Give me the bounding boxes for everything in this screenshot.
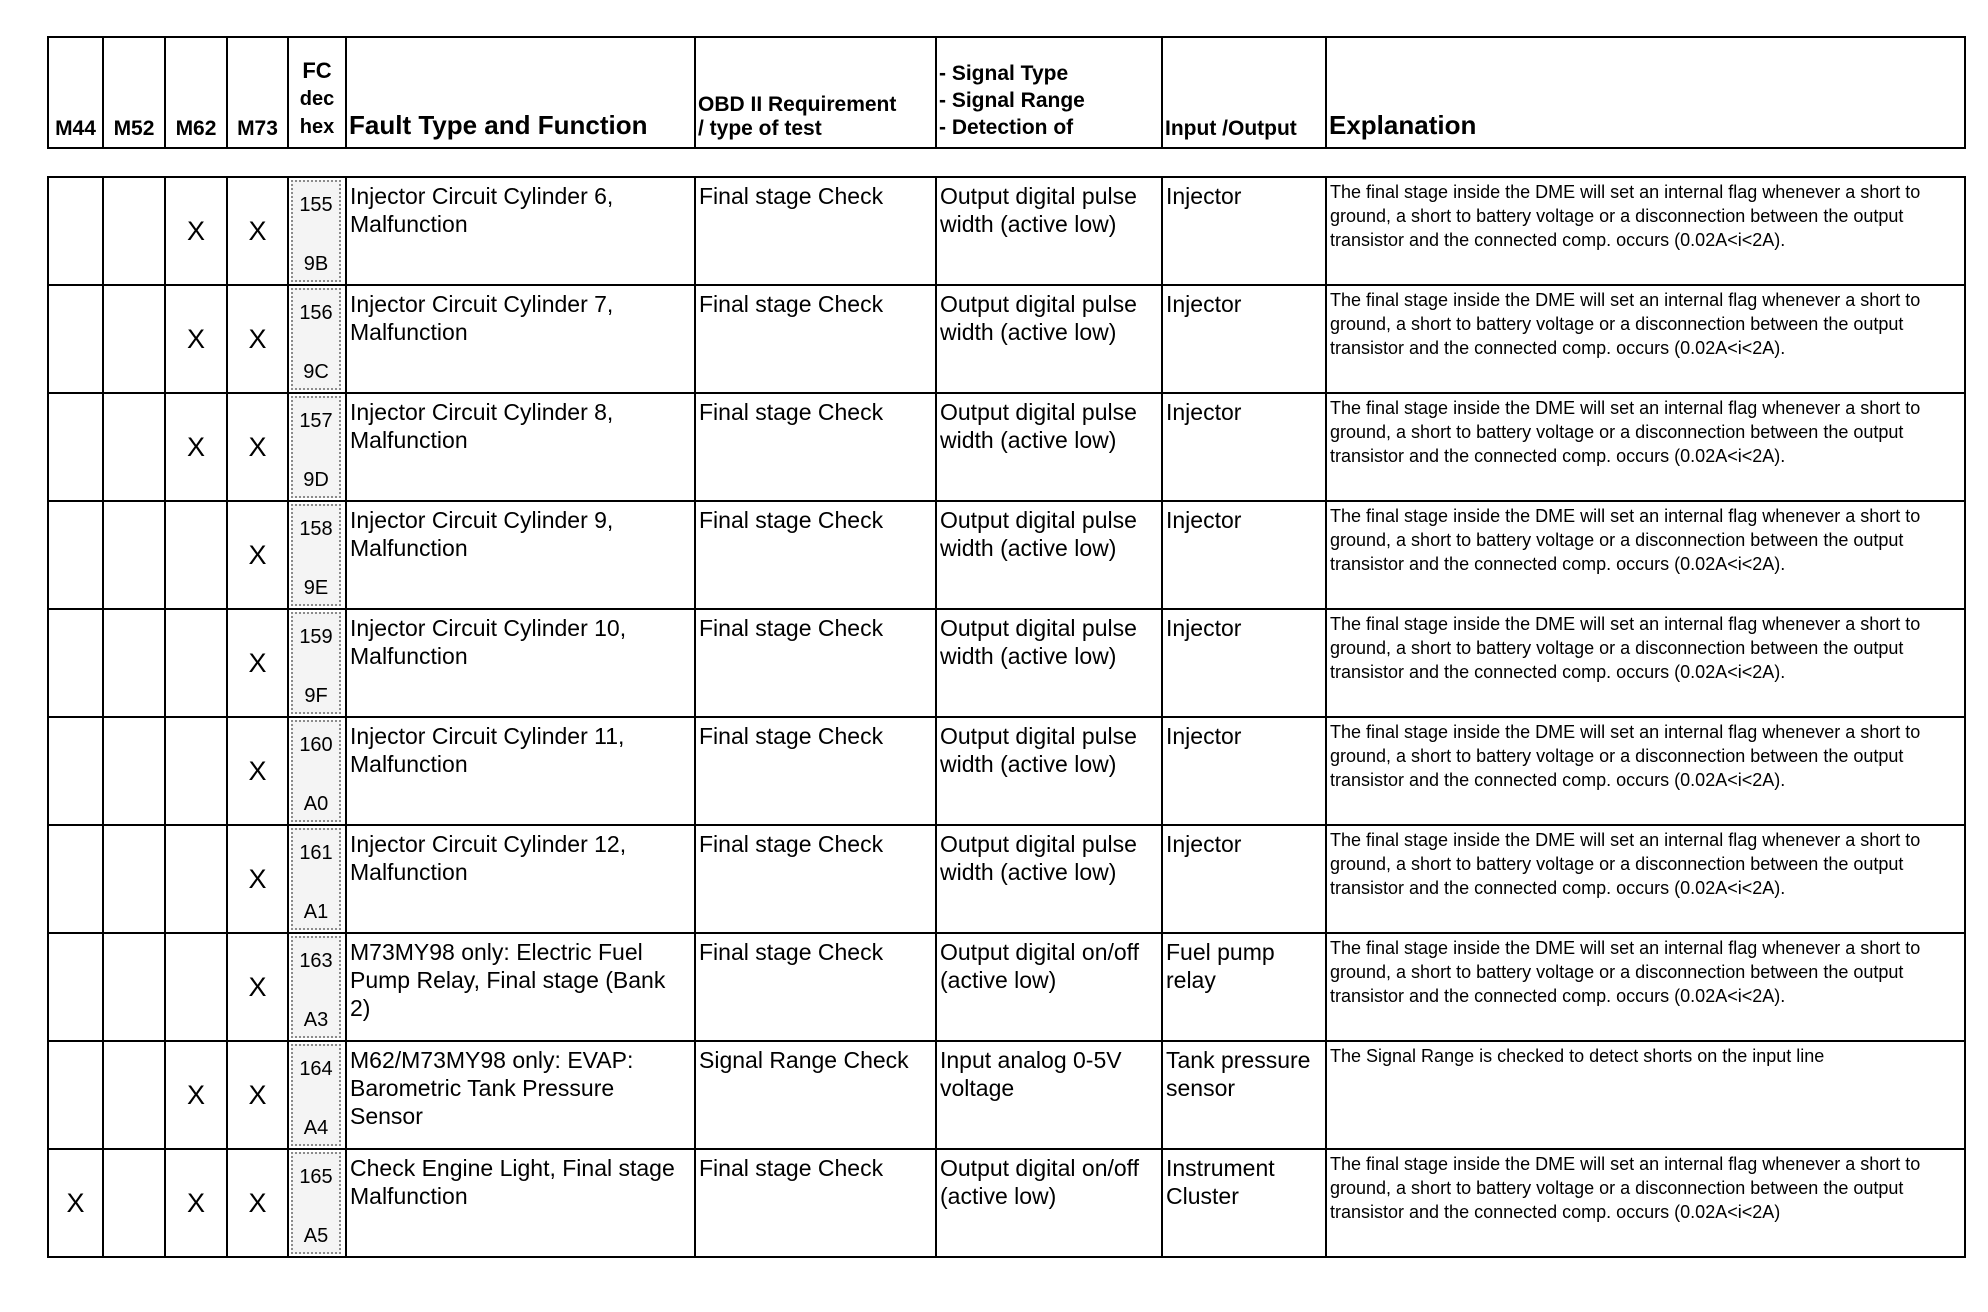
table-row [48, 1149, 1965, 1257]
m52-mark [103, 285, 165, 393]
obd-requirement-cell: Final stage Check [695, 285, 936, 393]
fault-code-dec: 165 [299, 1166, 333, 1188]
explanation-cell: The final stage inside the DME will set an internal flag whenever a short to ground, a short to battery voltage or a disconnection between the output transistor and the connected comp. occurs (0.02A<i<2A). [1326, 933, 1965, 1041]
fault-code-box [291, 1044, 341, 1146]
m73-mark: X [227, 501, 288, 609]
fault-code-hex: A1 [303, 901, 329, 923]
col-m62-header: M62 [165, 37, 227, 148]
fault-code-box [291, 720, 341, 822]
fault-code-dec: 161 [299, 842, 333, 864]
explanation-cell: The Signal Range is checked to detect shorts on the input line [1326, 1041, 1965, 1149]
table-row [48, 825, 1965, 933]
signal-type-cell: Output digital pulse width (active low) [936, 177, 1162, 285]
fault-code-cell [288, 933, 346, 1041]
fault-code-cell [288, 717, 346, 825]
fault-type-cell: Injector Circuit Cylinder 6, Malfunction [346, 177, 695, 285]
fault-code-box [291, 288, 341, 390]
fault-type-cell: Injector Circuit Cylinder 8, Malfunction [346, 393, 695, 501]
fault-code-dec: 156 [299, 302, 333, 324]
m44-mark: X [48, 1149, 103, 1257]
m62-mark: X [165, 393, 227, 501]
fault-code-box [291, 180, 341, 282]
fault-code-dec: 163 [299, 950, 333, 972]
fault-type-cell: Injector Circuit Cylinder 12, Malfunction [346, 825, 695, 933]
fault-table [47, 176, 1966, 1258]
table-row [48, 177, 1965, 285]
fault-code-cell [288, 825, 346, 933]
m44-mark [48, 609, 103, 717]
fault-code-box [291, 1152, 341, 1254]
m73-mark: X [227, 1041, 288, 1149]
m44-mark [48, 1041, 103, 1149]
obd-requirement-cell: Final stage Check [695, 393, 936, 501]
table-row [48, 285, 1965, 393]
explanation-cell: The final stage inside the DME will set an internal flag whenever a short to ground, a short to battery voltage or a disconnection between the output transistor and the connected comp. occurs (0.02A<i<2A). [1326, 393, 1965, 501]
signal-type-cell: Output digital on/off (active low) [936, 933, 1162, 1041]
col-io-header: Input /Output [1162, 37, 1326, 148]
fault-code-cell [288, 285, 346, 393]
input-output-cell: Injector [1162, 717, 1326, 825]
table-header [47, 36, 1966, 149]
input-output-cell: Tank pressure sensor [1162, 1041, 1326, 1149]
fault-code-box [291, 504, 341, 606]
obd-label-1: OBD II Requirement [698, 93, 897, 116]
m52-mark [103, 1041, 165, 1149]
fault-code-box [291, 936, 341, 1038]
table-row [48, 393, 1965, 501]
signal-label-3: - Detection of [939, 116, 1074, 139]
m44-mark [48, 933, 103, 1041]
m73-mark: X [227, 1149, 288, 1257]
fault-code-cell [288, 177, 346, 285]
m44-mark [48, 501, 103, 609]
obd-requirement-cell: Final stage Check [695, 1149, 936, 1257]
signal-type-cell: Output digital pulse width (active low) [936, 825, 1162, 933]
m52-mark [103, 177, 165, 285]
m62-mark: X [165, 285, 227, 393]
fault-code-hex: A3 [303, 1009, 329, 1031]
m52-mark [103, 825, 165, 933]
m52-mark [103, 933, 165, 1041]
m44-mark [48, 285, 103, 393]
col-obd-header [695, 37, 936, 148]
fault-type-cell: Check Engine Light, Final stage Malfunction [346, 1149, 695, 1257]
m62-mark [165, 501, 227, 609]
fault-code-hex: 9D [303, 469, 329, 491]
explanation-cell: The final stage inside the DME will set an internal flag whenever a short to ground, a short to battery voltage or a disconnection between the output transistor and the connected comp. occurs (0.02A<i<2A). [1326, 285, 1965, 393]
table-row [48, 501, 1965, 609]
fault-code-cell [288, 501, 346, 609]
fault-code-cell [288, 393, 346, 501]
fault-code-hex: 9C [303, 361, 329, 383]
signal-type-cell: Output digital pulse width (active low) [936, 501, 1162, 609]
signal-type-cell: Output digital pulse width (active low) [936, 393, 1162, 501]
obd-requirement-cell: Signal Range Check [695, 1041, 936, 1149]
m62-mark [165, 933, 227, 1041]
table-row [48, 717, 1965, 825]
fault-code-hex: 9E [303, 577, 329, 599]
fault-code-box [291, 612, 341, 714]
hex-label: hex [299, 116, 335, 138]
signal-type-cell: Output digital pulse width (active low) [936, 285, 1162, 393]
fault-code-dec: 160 [299, 734, 333, 756]
col-m52-header: M52 [103, 37, 165, 148]
col-fault-header: Fault Type and Function [346, 37, 695, 148]
fault-code-dec: 164 [299, 1058, 333, 1080]
col-m73-header: M73 [227, 37, 288, 148]
m52-mark [103, 501, 165, 609]
input-output-cell: Instrument Cluster [1162, 1149, 1326, 1257]
input-output-cell: Injector [1162, 501, 1326, 609]
obd-requirement-cell: Final stage Check [695, 177, 936, 285]
m62-mark [165, 825, 227, 933]
fc-label: FC [302, 58, 332, 83]
m52-mark [103, 393, 165, 501]
col-fc-header [288, 37, 346, 148]
explanation-cell: The final stage inside the DME will set an internal flag whenever a short to ground, a short to battery voltage or a disconnection between the output transistor and the connected comp. occurs (0.02A<i<2A). [1326, 825, 1965, 933]
m44-mark [48, 825, 103, 933]
col-explanation-header: Explanation [1326, 37, 1965, 148]
m52-mark [103, 1149, 165, 1257]
fault-code-cell [288, 1041, 346, 1149]
explanation-cell: The final stage inside the DME will set an internal flag whenever a short to ground, a short to battery voltage or a disconnection between the output transistor and the connected comp. occurs (0.02A<i<2A). [1326, 177, 1965, 285]
fault-code-hex: A4 [303, 1117, 329, 1139]
m62-mark [165, 717, 227, 825]
obd-requirement-cell: Final stage Check [695, 501, 936, 609]
input-output-cell: Injector [1162, 609, 1326, 717]
fault-code-hex: A0 [303, 793, 329, 815]
input-output-cell: Injector [1162, 177, 1326, 285]
explanation-cell: The final stage inside the DME will set an internal flag whenever a short to ground, a short to battery voltage or a disconnection between the output transistor and the connected comp. occurs (0.02A<i<2A). [1326, 609, 1965, 717]
fault-type-cell: M73MY98 only: Electric Fuel Pump Relay, Final stage (Bank 2) [346, 933, 695, 1041]
table-row [48, 1041, 1965, 1149]
fault-code-dec: 159 [299, 626, 333, 648]
m52-mark [103, 609, 165, 717]
col-signal-header [936, 37, 1162, 148]
input-output-cell: Injector [1162, 285, 1326, 393]
dec-label: dec [299, 88, 335, 110]
signal-type-cell: Input analog 0-5V voltage [936, 1041, 1162, 1149]
signal-type-cell: Output digital pulse width (active low) [936, 609, 1162, 717]
m62-mark: X [165, 1149, 227, 1257]
m73-mark: X [227, 285, 288, 393]
signal-type-cell: Output digital on/off (active low) [936, 1149, 1162, 1257]
input-output-cell: Fuel pump relay [1162, 933, 1326, 1041]
m73-mark: X [227, 933, 288, 1041]
m73-mark: X [227, 825, 288, 933]
signal-type-cell: Output digital pulse width (active low) [936, 717, 1162, 825]
obd-requirement-cell: Final stage Check [695, 825, 936, 933]
m62-mark: X [165, 177, 227, 285]
explanation-cell: The final stage inside the DME will set an internal flag whenever a short to ground, a short to battery voltage or a disconnection between the output transistor and the connected comp. occurs (0.02A<i<2A). [1326, 717, 1965, 825]
signal-label-2: - Signal Range [939, 89, 1085, 112]
fault-code-dec: 158 [299, 518, 333, 540]
obd-requirement-cell: Final stage Check [695, 933, 936, 1041]
fault-code-box [291, 396, 341, 498]
table-row [48, 609, 1965, 717]
fault-type-cell: Injector Circuit Cylinder 9, Malfunction [346, 501, 695, 609]
col-m44-header: M44 [48, 37, 103, 148]
m52-mark [103, 717, 165, 825]
m73-mark: X [227, 609, 288, 717]
fault-code-hex: 9F [304, 685, 328, 707]
m44-mark [48, 177, 103, 285]
fault-type-cell: Injector Circuit Cylinder 11, Malfunction [346, 717, 695, 825]
fault-code-hex: 9B [303, 253, 329, 275]
explanation-cell: The final stage inside the DME will set an internal flag whenever a short to ground, a short to battery voltage or a disconnection between the output transistor and the connected comp. occurs (0.02A<i<2A). [1326, 501, 1965, 609]
m62-mark: X [165, 1041, 227, 1149]
fault-type-cell: Injector Circuit Cylinder 10, Malfunction [346, 609, 695, 717]
m73-mark: X [227, 717, 288, 825]
fault-type-cell: M62/M73MY98 only: EVAP: Barometric Tank Pressure Sensor [346, 1041, 695, 1149]
signal-label-1: - Signal Type [939, 62, 1069, 85]
m44-mark [48, 393, 103, 501]
fault-code-box [291, 828, 341, 930]
fault-code-dec: 155 [299, 194, 333, 216]
m62-mark [165, 609, 227, 717]
fault-code-dec: 157 [299, 410, 333, 432]
obd-requirement-cell: Final stage Check [695, 717, 936, 825]
explanation-cell: The final stage inside the DME will set an internal flag whenever a short to ground, a short to battery voltage or a disconnection between the output transistor and the connected comp. occurs (0.02A<i<2A) [1326, 1149, 1965, 1257]
input-output-cell: Injector [1162, 825, 1326, 933]
table-row [48, 933, 1965, 1041]
fault-code-hex: A5 [303, 1225, 329, 1247]
m73-mark: X [227, 393, 288, 501]
m44-mark [48, 717, 103, 825]
m73-mark: X [227, 177, 288, 285]
input-output-cell: Injector [1162, 393, 1326, 501]
obd-requirement-cell: Final stage Check [695, 609, 936, 717]
obd-label-2: / type of test [698, 117, 822, 140]
fault-code-cell [288, 609, 346, 717]
fault-type-cell: Injector Circuit Cylinder 7, Malfunction [346, 285, 695, 393]
fault-code-cell [288, 1149, 346, 1257]
